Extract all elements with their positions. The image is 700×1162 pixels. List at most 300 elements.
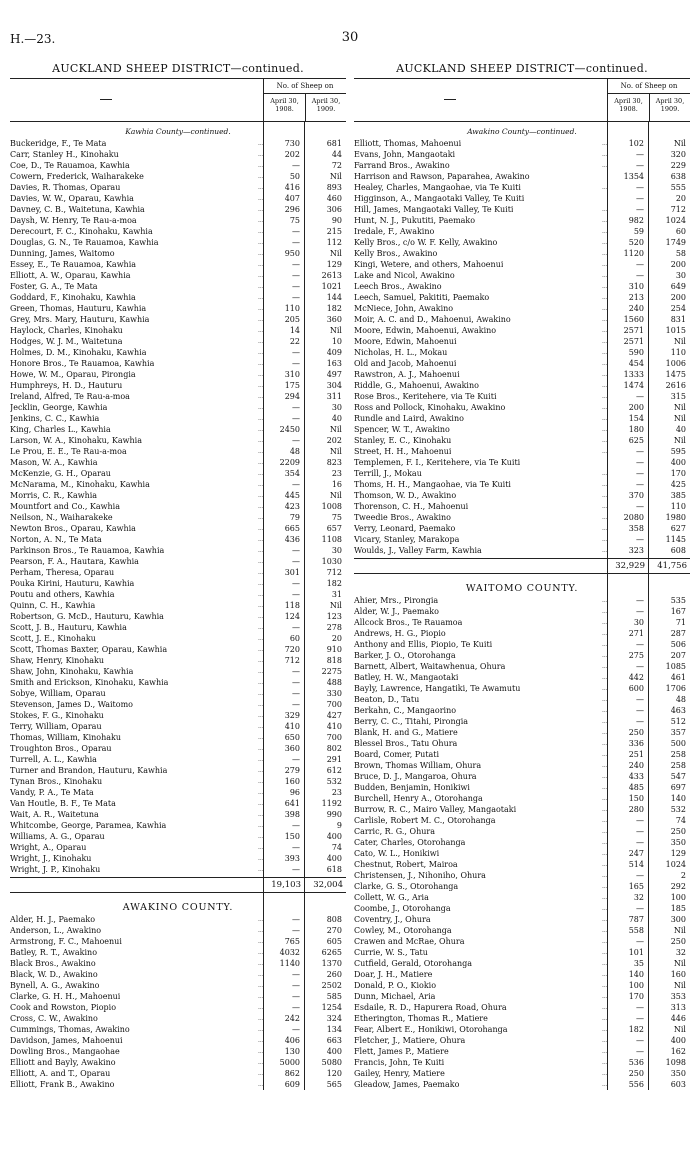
sheep-1909: 400 [326,832,342,841]
table-row [10,479,346,490]
sheep-1909: 823 [326,458,342,467]
leader-dots: ... [258,635,264,642]
sheep-1909: 258 [670,750,686,759]
leader-dots: ... [602,393,608,400]
leader-dots: ... [258,569,264,576]
owner-name: Ahier, Mrs., Pirongia [354,596,439,605]
sheep-1909: 1706 [665,684,686,693]
sheep-1909: 1192 [321,799,342,808]
table-row [354,727,690,738]
col-1909-header: April 30, 1909. [305,94,346,121]
sheep-1909: 300 [670,915,686,924]
sheep-1909: 207 [670,651,686,660]
sheep-1908: 590 [628,348,644,357]
sheep-1908: 442 [628,673,644,682]
leader-dots: ... [602,272,608,279]
leader-dots: ... [258,916,264,923]
table-row [10,259,346,270]
sheep-1908: 280 [628,805,644,814]
owner-name: Cummings, Thomas, Awakino [10,1025,130,1034]
owner-name: Scott, Thomas Baxter, Oparau, Kawhia [10,645,168,654]
table-row [354,716,690,727]
table-row [354,523,690,534]
leader-dots: ... [602,762,608,769]
section-total [354,558,690,574]
sheep-1909: 400 [670,1036,686,1045]
sheep-1908: — [292,667,300,676]
owner-name: Van Houtle, B. F., Te Mata [10,799,116,808]
leader-dots: ... [258,250,264,257]
owner-name: Christensen, J., Nihoniho, Ohura [354,871,486,880]
sheep-1909: Nil [673,959,686,968]
header-dash [100,99,112,100]
sheep-1909: 512 [670,717,686,726]
leader-dots: ... [258,437,264,444]
sheep-1908: 100 [628,981,644,990]
owner-name: Kelly Bros., Awakino [354,249,438,258]
table-row [354,490,690,501]
owner-name: Neilson, N., Waiharakeke [10,513,113,522]
sheep-1909: 712 [670,205,686,214]
table-row [354,1024,690,1035]
table-row [354,595,690,606]
owner-name: Cater, Charles, Otorohanga [354,838,466,847]
sheep-1909: 1008 [321,502,342,511]
sheep-1909: 535 [670,596,686,605]
sheep-1908: — [636,1014,644,1023]
owner-name: Budden, Benjamin, Honikiwi [354,783,470,792]
table-row [10,556,346,567]
sheep-1908: 35 [633,959,644,968]
owner-name: Buckeridge, F., Te Mata [10,139,107,148]
owner-name: Cutfield, Gerald, Otorohanga [354,959,473,968]
sheep-1909: 893 [326,183,342,192]
table-row [10,215,346,226]
table-row [354,380,690,391]
sheep-1908: — [292,700,300,709]
sheep-1908: 720 [284,645,300,654]
leader-dots: ... [602,685,608,692]
sheep-1909: 1475 [665,370,686,379]
table-row [354,303,690,314]
leader-dots: ... [602,883,608,890]
owner-name: Leech Bros., Awakino [354,282,442,291]
owner-name: Dunn, Michael, Aria [354,992,436,1001]
sheep-1908: 102 [628,139,644,148]
table-row [354,281,690,292]
sheep-1909: 460 [326,194,342,203]
sheep-1908: 279 [284,766,300,775]
sheep-1909: 311 [326,392,342,401]
table-row [10,369,346,380]
sheep-count-label: No. of Sheep on [608,79,690,94]
table-row [10,688,346,699]
owner-name: Elliott, Thomas, Mahoenui [354,139,462,148]
sheep-1908: 22 [289,337,300,346]
sheep-1908: 294 [284,392,300,401]
leader-dots: ... [258,789,264,796]
sheep-1908: 514 [628,860,644,869]
sheep-1909: 385 [670,491,686,500]
owner-name: Donald, P. O., Kiokio [354,981,437,990]
sheep-1908: 641 [284,799,300,808]
sheep-1908: 240 [628,761,644,770]
sheep-1909: 215 [326,227,342,236]
owner-name: Dowling Bros., Mangaohae [10,1047,120,1056]
sheep-1909: 638 [670,172,686,181]
sheep-1909: 20 [675,194,686,203]
owner-name: Etherington, Thomas R., Matiere [354,1014,488,1023]
sheep-1908: 175 [284,381,300,390]
table-row [10,292,346,303]
sheep-1909: 200 [670,260,686,269]
owner-name: Turner and Brandon, Hauturu, Kawhia [10,766,168,775]
owner-name: Tynan Bros., Kinohaku [10,777,103,786]
table-row [10,1013,346,1024]
table-row [354,193,690,204]
table-row [354,782,690,793]
sheep-1909: Nil [329,425,342,434]
table-row [10,226,346,237]
sheep-1908: 170 [628,992,644,1001]
leader-dots: ... [258,459,264,466]
leader-dots: ... [602,850,608,857]
owner-name: Black, W. D., Awakino [10,970,98,979]
leader-dots: ... [258,481,264,488]
owner-name: Goddard, F., Kinohaku, Kawhia [10,293,136,302]
owner-name: Spencer, W. T., Awakino [354,425,450,434]
sheep-1908: — [292,992,300,1001]
table-row [354,1068,690,1079]
sheep-1909: Nil [673,403,686,412]
sheep-1909: 75 [331,513,342,522]
owner-name: Green, Thomas, Hauturu, Kawhia [10,304,147,313]
sheep-1908: 329 [284,711,300,720]
sheep-1908: 160 [284,777,300,786]
sheep-1908: 323 [628,546,644,555]
sheep-1909: 410 [326,722,342,731]
owner-name: Francis, John, Te Kuiti [354,1058,445,1067]
owner-name: Rose Bros., Keritehere, via Te Kuiti [354,392,497,401]
owner-name: Carlisle, Robert M. C., Otorohanga [354,816,496,825]
total-1908: 32,929 [615,561,645,571]
owner-name: Davidson, James, Mahoenui [10,1036,123,1045]
table-row [354,182,690,193]
owner-name: Humphreys, H. D., Hauturu [10,381,123,390]
leader-dots: ... [258,536,264,543]
table-row [354,848,690,859]
sheep-1908: 247 [628,849,644,858]
sheep-1908: 982 [628,216,644,225]
right-column [354,60,690,1090]
owner-name: Old and Jacob, Mahoenui [354,359,457,368]
sheep-1908: 250 [628,1069,644,1078]
sheep-1909: 400 [670,458,686,467]
leader-dots: ... [258,283,264,290]
owner-name: Norton, A. N., Te Mata [10,535,102,544]
sheep-1908: — [636,469,644,478]
leader-dots: ... [602,872,608,879]
sheep-1909: 2275 [321,667,342,676]
sheep-1908: — [636,640,644,649]
table-row [10,380,346,391]
sheep-1909: 605 [326,937,342,946]
owner-name: Anderson, L., Awakino [10,926,102,935]
sheep-1909: Nil [329,447,342,456]
table-row [10,424,346,435]
sheep-1908: 14 [289,326,300,335]
sheep-1908: 271 [628,629,644,638]
table-row [354,534,690,545]
total-1908: 19,103 [271,880,301,890]
leader-dots: ... [602,514,608,521]
sheep-1909: 2613 [321,271,342,280]
owner-name: Elliott, A. and T., Oparau [10,1069,111,1078]
table-row [354,815,690,826]
sheep-count-header [607,79,690,121]
table-row [354,1057,690,1068]
sheep-1909: 488 [326,678,342,687]
sheep-1908: 1140 [279,959,300,968]
table-row [354,958,690,969]
table-row [10,314,346,325]
sheep-1908: 200 [628,403,644,412]
owner-name: Pearson, F. A., Hautara, Kawhia [10,557,139,566]
table-row [354,171,690,182]
column-title: AUCKLAND SHEEP DISTRICT—continued. [52,62,304,75]
leader-dots: ... [258,668,264,675]
leader-dots: ... [602,327,608,334]
owner-name: Evans, John, Mangaotaki [354,150,456,159]
sheep-1909: 71 [675,618,686,627]
owner-name: Verry, Leonard, Paemako [354,524,456,533]
sheep-1908: — [292,981,300,990]
table-row [10,325,346,336]
sheep-1908: — [636,1003,644,1012]
sheep-1909: 112 [326,238,342,247]
sheep-1908: 407 [284,194,300,203]
owner-name: Kelly Bros., c/o W. F. Kelly, Awakino [354,238,498,247]
sheep-1908: — [636,458,644,467]
leader-dots: ... [602,740,608,747]
sheep-1909: 612 [326,766,342,775]
owner-name: Davney, C. B., Waitetuna, Kawhia [10,205,145,214]
sheep-1908: 2080 [623,513,644,522]
table-row [10,435,346,446]
leader-dots: ... [602,773,608,780]
section-heading: AWAKINO COUNTY. [122,902,234,913]
owner-name: Larson, W. A., Kinohaku, Kawhia [10,436,142,445]
leader-dots: ... [258,767,264,774]
sheep-1908: 445 [284,491,300,500]
leader-dots: ... [258,206,264,213]
sheep-1908: 5000 [279,1058,300,1067]
leader-dots: ... [258,404,264,411]
owner-name: Clarke, G. S., Otorohanga [354,882,459,891]
sheep-1909: 681 [326,139,342,148]
owner-name: Davies, R. Thomas, Oparau [10,183,121,192]
sheep-1909: 497 [326,370,342,379]
table-row [354,325,690,336]
owner-name: Coventry, J., Ohura [354,915,431,924]
owner-name: Higginson, A., Mangaotaki Valley, Te Kuiti [354,194,525,203]
sheep-1908: — [292,1025,300,1034]
sheep-1909: 110 [670,348,686,357]
sheep-1909: 170 [670,469,686,478]
sheep-1908: — [292,403,300,412]
leader-dots: ... [602,597,608,604]
leader-dots: ... [258,503,264,510]
sheep-1908: — [292,926,300,935]
sheep-1908: 96 [289,788,300,797]
sheep-1909: 700 [326,700,342,709]
owner-name: Thoms, H. H., Mangaohae, via Te Kuiti [354,480,511,489]
owner-name: Esdaile, R. D., Hapurera Road, Ohura [354,1003,507,1012]
leader-dots: ... [602,239,608,246]
leader-dots: ... [602,250,608,257]
leader-dots: ... [602,371,608,378]
sheep-1909: 357 [670,728,686,737]
owner-name: Bynell, A. G., Awakino [10,981,100,990]
leader-dots: ... [258,811,264,818]
leader-dots: ... [602,184,608,191]
sheep-1908: 275 [628,651,644,660]
sheep-1909: 120 [326,1069,342,1078]
sheep-1908: 101 [628,948,644,957]
sheep-1909: 506 [670,640,686,649]
leader-dots: ... [258,800,264,807]
table-row [354,881,690,892]
sheep-1908: — [292,238,300,247]
sheep-1908: 301 [284,568,300,577]
sheep-1908: — [636,717,644,726]
table-row [354,936,690,947]
leader-dots: ... [258,971,264,978]
sheep-1908: 625 [628,436,644,445]
leader-dots: ... [258,927,264,934]
owner-name: Cook and Rowston, Piopio [10,1003,117,1012]
sheep-1909: 6265 [321,948,342,957]
leader-dots: ... [602,261,608,268]
col-1909-header: April 30, 1909. [649,94,690,121]
sheep-1908: — [292,161,300,170]
table-row [10,468,346,479]
table-row [354,991,690,1002]
sheep-1908: — [636,706,644,715]
sheep-1908: — [636,205,644,214]
table-row [354,617,690,628]
table-row [10,820,346,831]
owner-name: Burchell, Henry A., Otorohanga [354,794,483,803]
owner-name: Anthony and Ellis, Piopio, Te Kuiti [354,640,493,649]
sheep-1908: — [292,546,300,555]
sheep-1908: — [292,579,300,588]
sheep-1909: Nil [673,337,686,346]
table-row [354,650,690,661]
sheep-1908: 48 [289,447,300,456]
sheep-1908: 154 [628,414,644,423]
sheep-1908: — [636,392,644,401]
owner-name: Nicholas, H. L., Mokau [354,348,448,357]
owner-name: Armstrong, F. C., Mahoenui [10,937,122,946]
sheep-1909: 425 [670,480,686,489]
sheep-1908: — [292,1003,300,1012]
table-row [354,226,690,237]
owner-name: Bruce, D. J., Mangaroa, Ohura [354,772,477,781]
table-row [10,578,346,589]
owner-name: Rundle and Laird, Awakino [354,414,464,423]
sheep-1909: 292 [670,882,686,891]
sheep-1908: — [292,865,300,874]
sheep-1908: 32 [633,893,644,902]
sheep-1909: 461 [670,673,686,682]
sheep-1909: 595 [670,447,686,456]
sheep-1908: — [292,227,300,236]
table-row [10,237,346,248]
sheep-1909: 30 [331,403,342,412]
sheep-1909: 818 [326,656,342,665]
sheep-1909: 1015 [665,326,686,335]
table-row [354,1046,690,1057]
sheep-1908: — [292,689,300,698]
owner-name: Mason, W. A., Kawhia [10,458,98,467]
sheep-1909: 31 [331,590,342,599]
sheep-1909: 618 [326,865,342,874]
column-title: AUCKLAND SHEEP DISTRICT—continued. [396,62,648,75]
owner-name: Vicary, Stanley, Marakopa [354,535,460,544]
leader-dots: ... [602,1015,608,1022]
owner-name: Elliott, Frank B., Awakino [10,1080,115,1089]
sheep-1909: 532 [326,777,342,786]
leader-dots: ... [602,481,608,488]
sheep-1909: 603 [670,1080,686,1089]
table-row [10,754,346,765]
leader-dots: ... [258,938,264,945]
owner-name: Grey, Mrs. Mary, Hauturu, Kawhia [10,315,150,324]
sheep-1909: 40 [331,414,342,423]
owner-name: Ireland, Alfred, Te Rau-a-moa [10,392,130,401]
leader-dots: ... [602,162,608,169]
leader-dots: ... [258,745,264,752]
table-row [354,259,690,270]
leader-dots: ... [258,371,264,378]
sheep-1909: 229 [670,161,686,170]
leader-dots: ... [258,349,264,356]
section-total [10,877,346,893]
sheep-1908: 354 [284,469,300,478]
sheep-1908: 79 [289,513,300,522]
leader-dots: ... [258,1048,264,1055]
table-row [10,644,346,655]
leader-dots: ... [602,382,608,389]
leader-dots: ... [258,1015,264,1022]
sheep-1909: 40 [675,425,686,434]
table-row [354,1002,690,1013]
sheep-1909: 446 [670,1014,686,1023]
owner-name: Moore, Edwin, Mahoenui [354,337,457,346]
sheep-1909: 182 [326,579,342,588]
sheep-1908: 30 [633,618,644,627]
leader-dots: ... [258,448,264,455]
owner-name: Clarke, G. H. H., Mahoenui [10,992,121,1001]
sheep-1908: — [636,816,644,825]
leader-dots: ... [602,817,608,824]
sheep-1908: — [636,535,644,544]
table-row [354,683,690,694]
leader-dots: ... [258,140,264,147]
leader-dots: ... [602,982,608,989]
sheep-1908: 213 [628,293,644,302]
